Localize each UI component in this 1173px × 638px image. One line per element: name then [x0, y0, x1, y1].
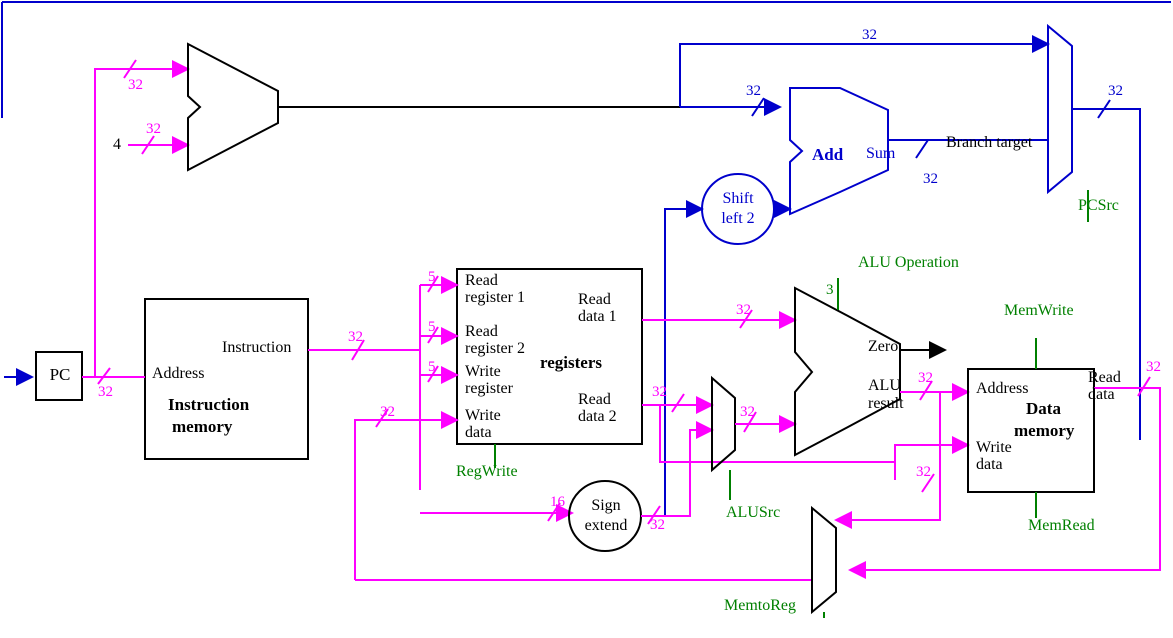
bus-width-rd: 5 [428, 359, 436, 375]
bus-width-read-data2: 32 [652, 384, 667, 400]
read-register-1-label: Read register 1 [465, 272, 525, 306]
instruction-memory-name-line1: Instruction [168, 395, 250, 414]
bus-width-pc-out: 32 [98, 384, 113, 400]
pc-label: PC [49, 365, 71, 384]
bus-width-alu-result: 32 [918, 370, 933, 386]
memwrite-label: MemWrite [1004, 302, 1074, 319]
alu-zero-label: Zero [868, 338, 899, 355]
alu-operation-label: ALU Operation [858, 254, 959, 271]
read-data-2-label: Read data 2 [578, 391, 617, 425]
bus-width-sign-extend-out: 32 [650, 517, 665, 533]
bus-width-read-data1: 32 [736, 302, 751, 318]
bus-width-four-in: 32 [146, 121, 161, 137]
bus-width-rt: 5 [428, 319, 436, 335]
bus-width-alusrc-mux-out: 32 [740, 404, 755, 420]
bus-width-write-data-reg: 32 [380, 404, 395, 420]
constant-four-label: 4 [113, 136, 121, 153]
data-memory-name-line2: memory [1014, 421, 1075, 440]
read-data-1-label: Read data 1 [578, 291, 617, 325]
pcsrc-label: PCSrc [1078, 197, 1119, 214]
bus-width-pcplus4-to-add: 32 [746, 83, 761, 99]
bus-width-rs: 5 [428, 269, 436, 285]
bus-width-data-mem-read: 32 [1146, 359, 1161, 375]
instruction-memory-name-line2: memory [172, 417, 233, 436]
write-data-register-label: Write data [465, 407, 501, 441]
bus-width-pcplus4-branch: 32 [128, 77, 143, 93]
shift-left-2-label-line1: Shift [722, 190, 754, 207]
memtoreg-label: MemtoReg [724, 597, 796, 614]
bus-width-pcplus4-top: 32 [862, 27, 877, 43]
instruction-memory-address-label: Address [152, 365, 205, 382]
alu-result-label-line1: ALU [868, 377, 901, 394]
data-memory-write-data-label: Write data [976, 439, 1012, 473]
bus-width-sign-extend-in: 16 [550, 494, 565, 510]
bus-width-instruction-out: 32 [348, 329, 363, 345]
regwrite-label: RegWrite [456, 463, 518, 480]
add-sum-label: Sum [866, 145, 896, 162]
bus-width-branch-mux-out: 32 [1108, 83, 1123, 99]
bus-width-add-sum-out: 32 [923, 171, 938, 187]
instruction-label: Instruction [222, 339, 292, 356]
write-register-label: Write register [465, 363, 513, 397]
alusrc-label: ALUSrc [726, 504, 781, 521]
bus-width-alu-op: 3 [826, 282, 834, 298]
data-memory-address-label: Address [976, 380, 1029, 397]
read-register-2-label: Read register 2 [465, 323, 525, 357]
alu-result-label-line2: result [868, 395, 904, 412]
memread-label: MemRead [1028, 517, 1095, 534]
shift-left-2-label-line2: left 2 [721, 210, 755, 227]
sign-extend-label-line1: Sign [591, 497, 621, 514]
bus-width-data-mem-write: 32 [916, 464, 931, 480]
data-memory-read-data-label: Read data [1088, 369, 1121, 403]
add-adder-label: Add [812, 145, 844, 164]
branch-target-label: Branch target [946, 134, 1033, 151]
registers-name-label: registers [540, 353, 602, 372]
data-memory-name-line1: Data [1026, 399, 1061, 418]
sign-extend-label-line2: extend [584, 517, 628, 534]
